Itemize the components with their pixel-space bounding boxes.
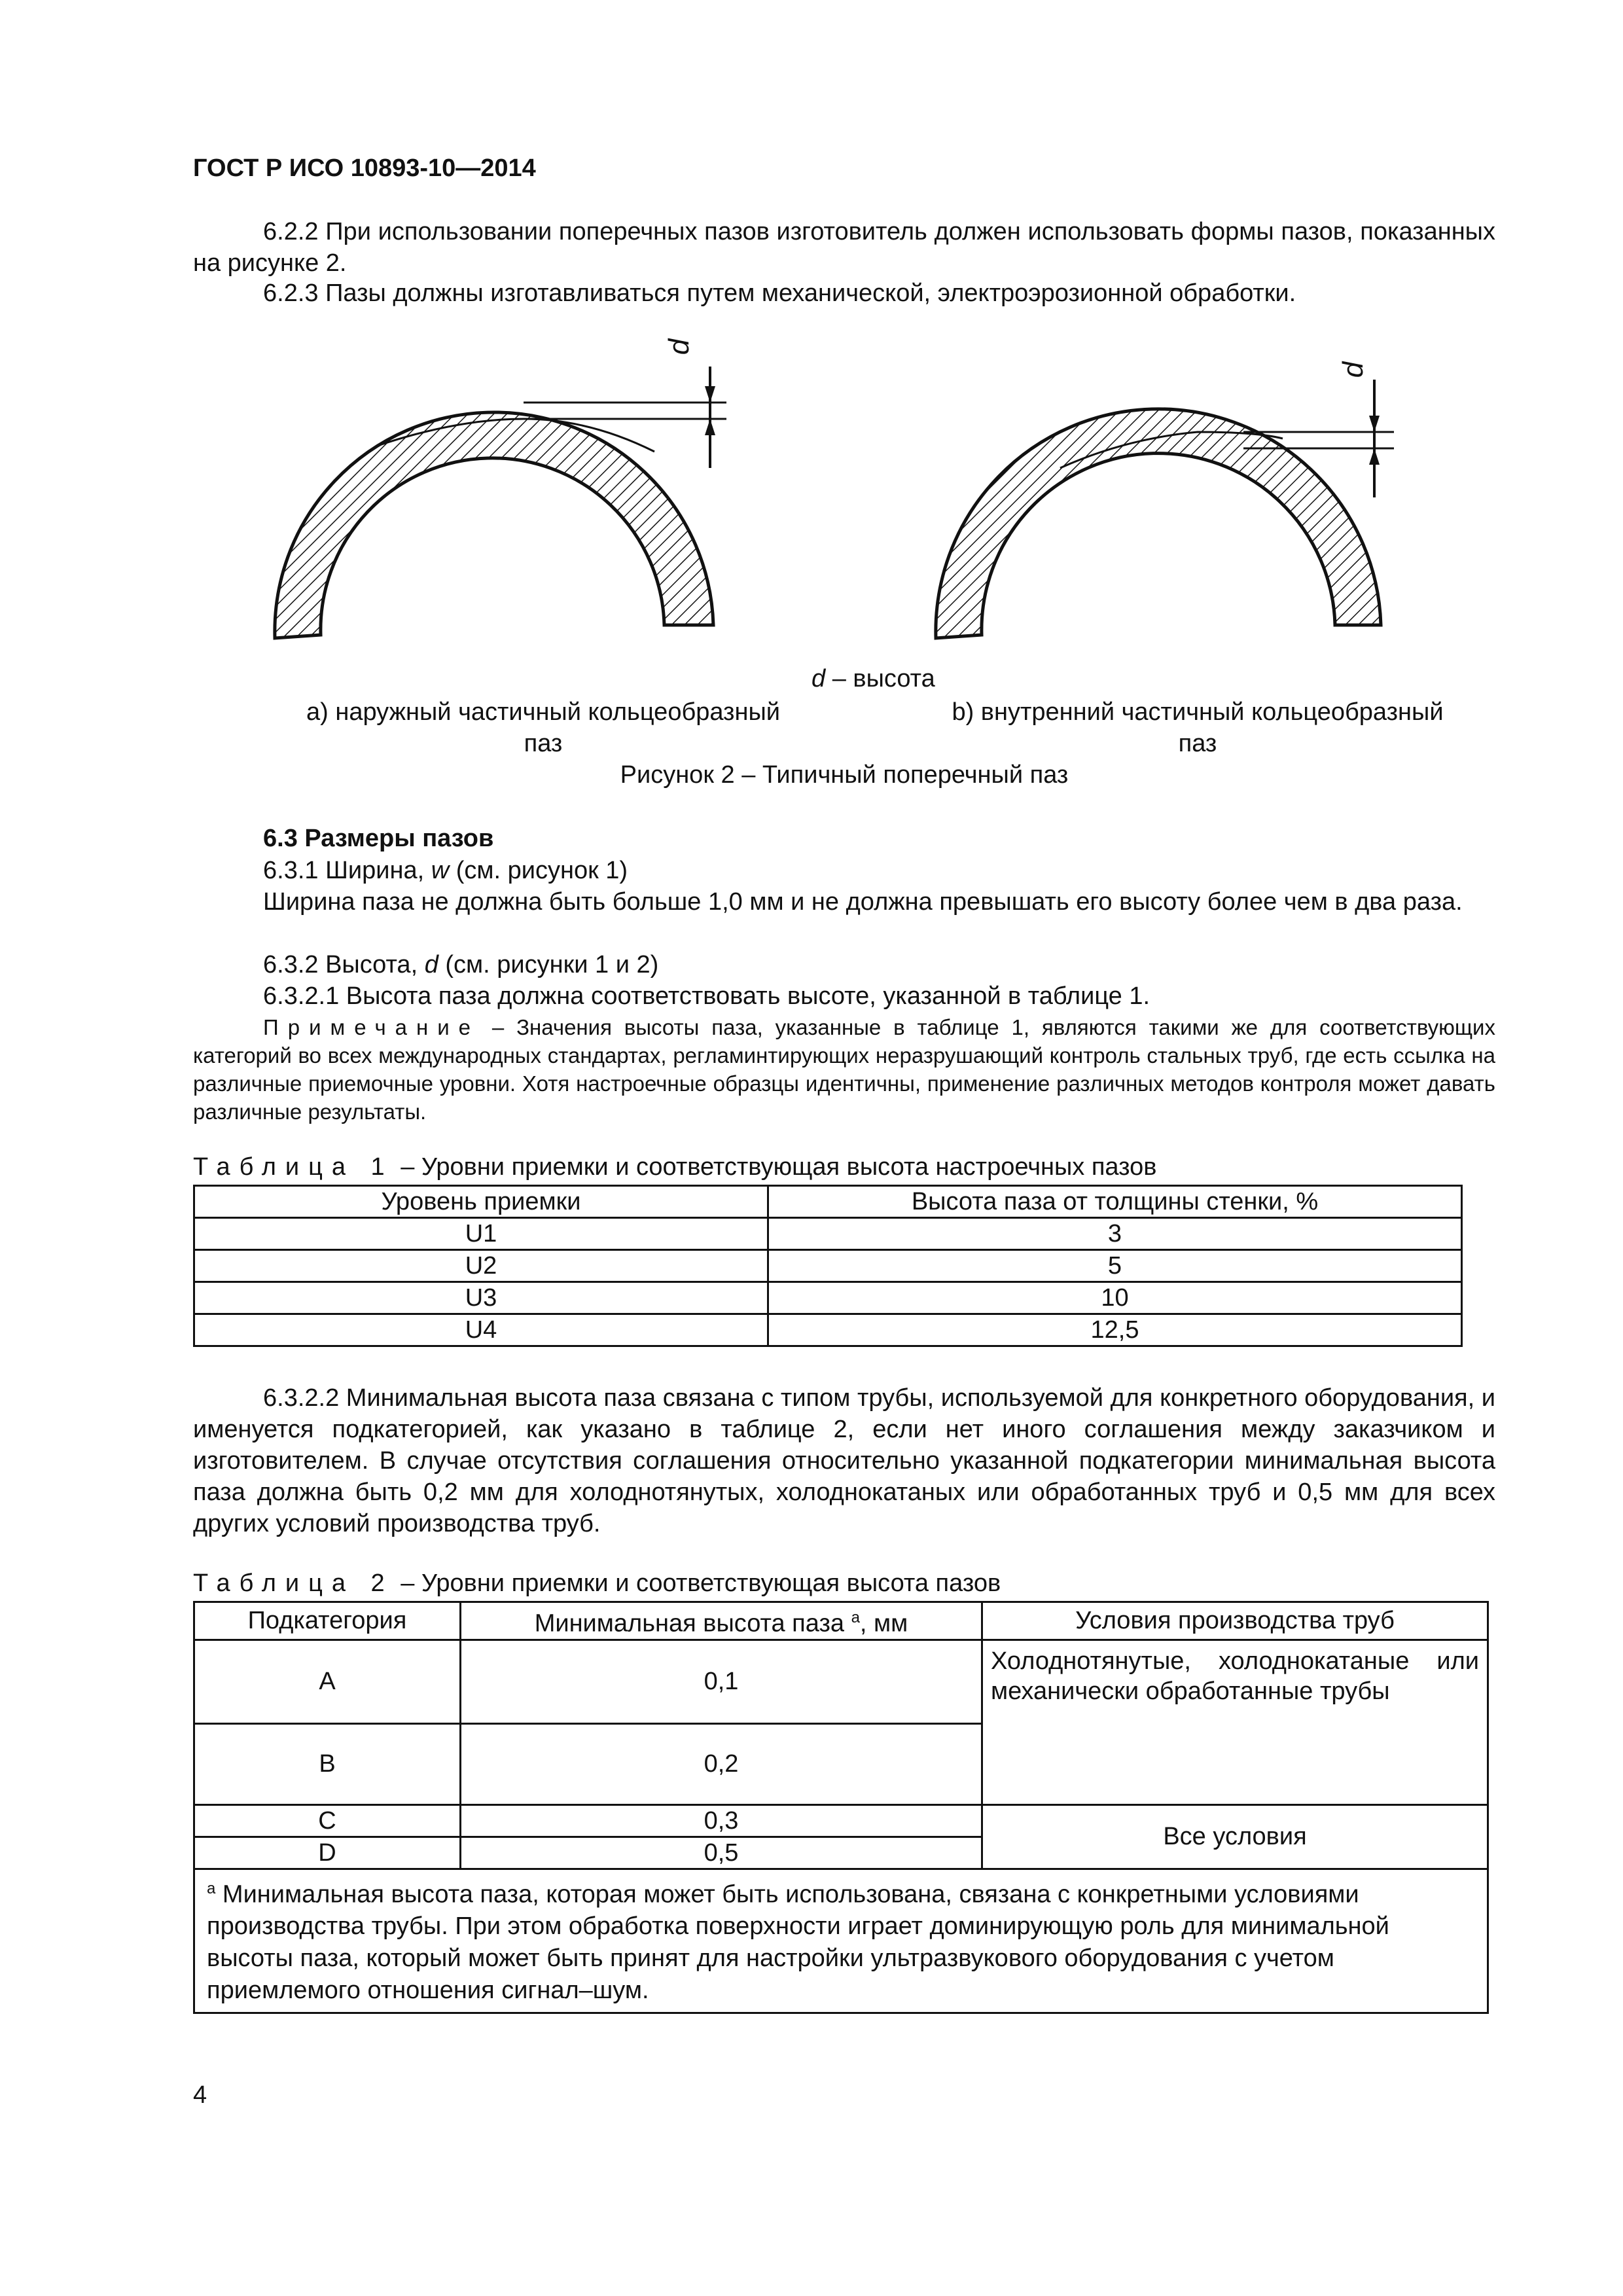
table-cell: U2	[194, 1250, 768, 1282]
paragraph-6-2-2: 6.2.2 При использовании поперечных пазов изготовитель должен использовать формы пазов, показанных на рисунке 2.	[193, 218, 1495, 277]
table-row	[194, 1218, 1462, 1250]
table1-title: – Уровни приемки и соответствующая высота настроечных пазов	[393, 1153, 1157, 1181]
table-header-cell: Подкатегория	[194, 1602, 461, 1640]
table-row	[194, 1282, 1462, 1314]
ring-a	[275, 367, 726, 638]
table2-label: Таблица 2	[193, 1570, 394, 1597]
table-header-row	[194, 1186, 1462, 1218]
table-header-cell: Условия производства труб	[982, 1602, 1488, 1640]
table-row	[194, 1314, 1462, 1346]
table-cell: 5	[768, 1250, 1462, 1282]
table-header-cell: Высота паза от толщины стенки, %	[768, 1186, 1462, 1218]
table-cell: A	[194, 1640, 461, 1723]
table-cell: 0,5	[461, 1837, 982, 1869]
table-cell: C	[194, 1804, 461, 1837]
table-cell: U4	[194, 1314, 768, 1346]
caption-b-line1: b) внутренний частичный кольцеобразный	[952, 698, 1444, 726]
table-cell: 12,5	[768, 1314, 1462, 1346]
dim-label-a: d	[663, 338, 696, 355]
table-row	[194, 1640, 1488, 1723]
caption-b-line2: паз	[1178, 730, 1217, 757]
table-header-cell	[461, 1602, 982, 1640]
table1-label: Таблица 1	[193, 1153, 394, 1181]
table-cell: D	[194, 1837, 461, 1869]
paragraph-6-3-2-2: 6.3.2.2 Минимальная высота паза связана с типом трубы, используемой для конкретного оборудования, и именуется подкатегорией, как указано в таблице 2, если нет иного соглашения между заказчиком и изготовителем. В случае отсутствия соглашения относительно указанной подкатегории минимальная высота паза должна быть 0,2 мм для холоднотянутых, холоднокатаных или обработанных труб и 0,5 мм для всех других условий производства труб.	[193, 1384, 1495, 1537]
table-cell: U1	[194, 1218, 768, 1250]
min-height-sup: a	[851, 1609, 860, 1626]
table-row	[194, 1804, 1488, 1837]
note-label: Примечание	[263, 1015, 480, 1039]
page-number: 4	[193, 2081, 207, 2109]
section-6-3-heading: 6.3 Размеры пазов	[263, 825, 494, 852]
table-2	[193, 1601, 1489, 2014]
min-height-post: , мм	[859, 1609, 908, 1638]
p631-post: (см. рисунок 1)	[449, 857, 628, 884]
table2-title: – Уровни приемки и соответствующая высота пазов	[393, 1570, 1001, 1597]
p631-pre: 6.3.1 Ширина,	[263, 857, 431, 884]
legend-var: d	[812, 665, 826, 692]
table-cell: Холоднотянутые, холоднокатаные или механически обработанные трубы	[982, 1640, 1488, 1804]
table-cell: 0,3	[461, 1804, 982, 1837]
figure-title: Рисунок 2 – Типичный поперечный паз	[620, 761, 1069, 789]
paragraph-6-3-2	[263, 949, 658, 980]
table-cell: U3	[194, 1282, 768, 1314]
table-1	[193, 1185, 1463, 1347]
table-row	[194, 1250, 1462, 1282]
table-header-cell: Уровень приемки	[194, 1186, 768, 1218]
table-cell: 0,1	[461, 1640, 982, 1723]
table2-caption	[193, 1570, 1001, 1598]
table-cell: 10	[768, 1282, 1462, 1314]
caption-a	[275, 696, 812, 759]
width-paragraph: Ширина паза не должна быть больше 1,0 мм и не должна превышать его высоту более чем в два раза.	[263, 888, 1463, 916]
p632-pre: 6.3.2 Высота,	[263, 951, 425, 978]
table-cell: Все условия	[982, 1804, 1488, 1869]
paragraph-6-3-2-1: 6.3.2.1 Высота паза должна соответствовать высоте, указанной в таблице 1.	[263, 982, 1150, 1010]
figure-legend	[812, 665, 935, 693]
figure-2-drawing	[0, 0, 1623, 681]
table-footnote-row	[194, 1869, 1488, 2013]
footnote-sup: a	[207, 1879, 216, 1897]
caption-a-line2: паз	[524, 730, 563, 757]
note	[193, 1013, 1495, 1126]
table1-caption	[193, 1153, 1156, 1181]
caption-a-line1: a) наружный частичный кольцеобразный	[306, 698, 781, 726]
table-footnote-cell	[194, 1869, 1488, 2013]
p632-post: (см. рисунки 1 и 2)	[438, 951, 659, 978]
p631-var: w	[431, 857, 450, 884]
table-cell: B	[194, 1723, 461, 1804]
paragraph-6-2-3: 6.2.3 Пазы должны изготавливаться путем механической, электроэрозионной обработки.	[263, 279, 1296, 307]
paragraph-6-3-1	[263, 855, 628, 886]
p632-var: d	[424, 951, 438, 978]
ring-b	[936, 380, 1394, 638]
legend-text: – высота	[825, 665, 935, 692]
footnote-text: Минимальная высота паза, которая может быть использована, связана с конкретными условиями производства трубы. При этом обработка поверхности играет доминирующую роль для минимальной высоты паза, который может быть принят для настройки ультразвукового оборудования с учетом приемлемого отношения сигнал–шум.	[207, 1880, 1389, 2005]
table-cell: 0,2	[461, 1723, 982, 1804]
page-header: ГОСТ Р ИСО 10893-10—2014	[193, 154, 536, 182]
min-height-pre: Минимальная высота паза	[534, 1609, 851, 1638]
dim-label-b: d	[1337, 361, 1370, 378]
table-header-row	[194, 1602, 1488, 1640]
note-text: – Значения высоты паза, указанные в таблице 1, являются такими же для соответствующих категорий во всех международных стандартах, регламинтирующих неразрушающий контроль стальных труб, где есть ссылка на различные приемочные уровни. Хотя настроечные образцы идентичны, применение различных методов контроля может давать различные результаты.	[193, 1015, 1495, 1124]
caption-b	[929, 696, 1466, 759]
table-cell: 3	[768, 1218, 1462, 1250]
